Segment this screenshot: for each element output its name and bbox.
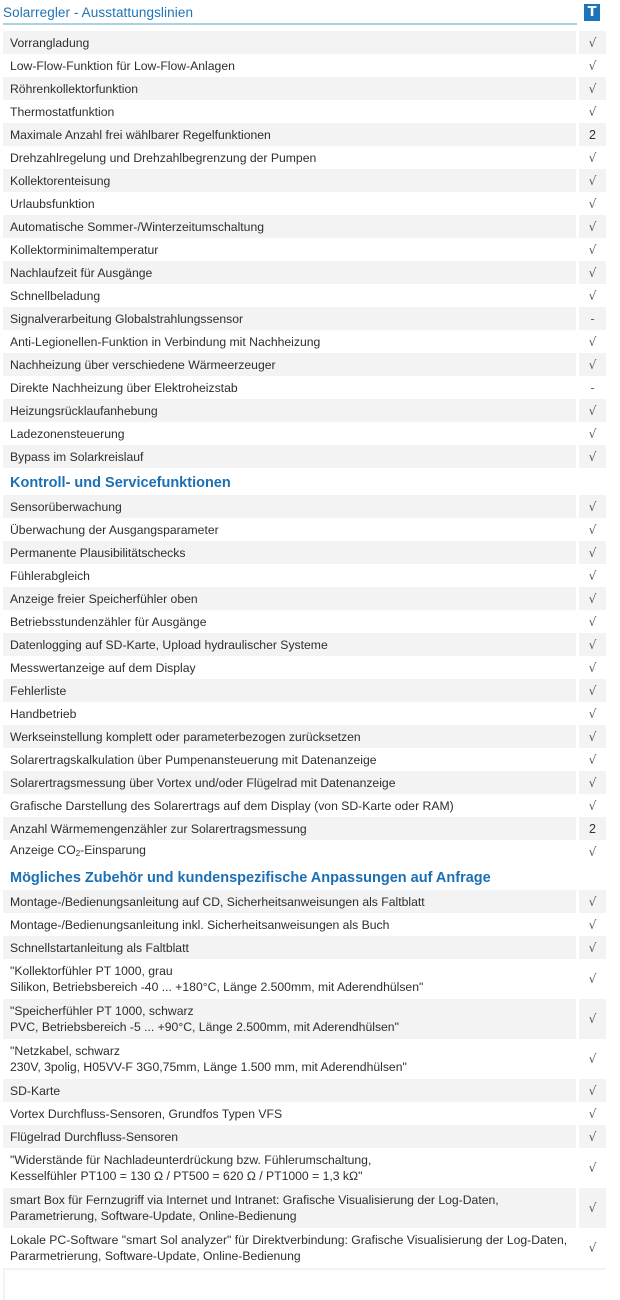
table-row	[3, 518, 606, 541]
row-label: Solarertragsmessung über Vortex und/oder Flügelrad mit Datenanzeige	[3, 771, 579, 794]
row-label: Röhrenkollektorfunktion	[3, 77, 579, 100]
row-value: -	[579, 307, 606, 330]
row-label: Permanente Plausibilitätschecks	[3, 541, 579, 564]
row-label-line2: 230V, 3polig, H05VV-F 3G0,75mm, Länge 1.500 mm, mit Aderendhülsen"	[10, 1060, 407, 1074]
row-label: Schnellstartanleitung als Faltblatt	[3, 936, 579, 959]
table-row	[3, 702, 606, 725]
row-value: √	[579, 1079, 606, 1102]
table-row	[3, 936, 606, 959]
row-value: √	[579, 100, 606, 123]
table-row	[3, 284, 606, 307]
row-value: √	[579, 330, 606, 353]
row-label: Vortex Durchfluss-Sensoren, Grundfos Typen VFS	[3, 1102, 579, 1125]
row-label: Ladezonensteuerung	[3, 422, 579, 445]
table-row	[3, 1188, 606, 1228]
table-row	[3, 192, 606, 215]
row-label: Urlaubsfunktion	[3, 192, 579, 215]
row-value: √	[579, 656, 606, 679]
section-heading: Mögliches Zubehör und kundenspezifische Anpassungen auf Anfrage	[3, 863, 606, 890]
row-label	[3, 959, 579, 999]
table-row	[3, 376, 606, 399]
table-row	[3, 725, 606, 748]
row-label: Anzahl Wärmemengenzähler zur Solarertragsmessung	[3, 817, 579, 840]
row-value: 2	[579, 817, 606, 840]
table-row	[3, 495, 606, 518]
table-row	[3, 1148, 606, 1188]
row-value: -	[579, 376, 606, 399]
row-label: Kollektorenteisung	[3, 169, 579, 192]
row-value: √	[579, 146, 606, 169]
table-row	[3, 541, 606, 564]
table-row	[3, 353, 606, 376]
row-value: √	[579, 771, 606, 794]
row-value: √	[579, 399, 606, 422]
row-label	[3, 840, 579, 863]
row-value: √	[579, 192, 606, 215]
empty-cell	[579, 1268, 606, 1300]
row-value: √	[579, 422, 606, 445]
row-label: Nachheizung über verschiedene Wärmeerzeuger	[3, 353, 579, 376]
table-row	[3, 261, 606, 284]
feature-table	[3, 31, 606, 1300]
row-value: √	[579, 890, 606, 913]
row-label	[3, 1228, 579, 1268]
row-label-line2: Silikon, Betriebsbereich -40 ... +180°C, Länge 2.500mm, mit Aderendhülsen"	[10, 980, 424, 994]
row-value: √	[579, 54, 606, 77]
row-label: SD-Karte	[3, 1079, 579, 1102]
row-label: Montage-/Bedienungsanleitung inkl. Sicherheitsanweisungen als Buch	[3, 913, 579, 936]
row-value: √	[579, 77, 606, 100]
table-row	[3, 238, 606, 261]
row-value: √	[579, 633, 606, 656]
row-value: √	[579, 353, 606, 376]
table-row	[3, 1079, 606, 1102]
row-value: √	[579, 1039, 606, 1079]
table-row	[3, 656, 606, 679]
table-row	[3, 422, 606, 445]
row-value: √	[579, 702, 606, 725]
row-value: 2	[579, 123, 606, 146]
table-row	[3, 399, 606, 422]
row-value: √	[579, 725, 606, 748]
table-row	[3, 840, 606, 863]
row-value: √	[579, 445, 606, 468]
table-row	[3, 1125, 606, 1148]
row-value: √	[579, 959, 606, 999]
table-row	[3, 959, 606, 999]
table-row	[3, 913, 606, 936]
row-label-line1: "Speicherfühler PT 1000, schwarz	[10, 1004, 194, 1018]
empty-row	[3, 1268, 606, 1300]
row-value: √	[579, 238, 606, 261]
table-row	[3, 771, 606, 794]
row-label	[3, 1039, 579, 1079]
row-label: Drehzahlregelung und Drehzahlbegrenzung der Pumpen	[3, 146, 579, 169]
row-value: √	[579, 495, 606, 518]
section-heading-row	[3, 863, 606, 890]
row-label-line2: Pararmetrierung, Software-Update, Online-Bedienung	[10, 1249, 301, 1263]
title-underline	[3, 23, 577, 25]
table-row	[3, 564, 606, 587]
row-label: Datenlogging auf SD-Karte, Upload hydraulischer Systeme	[3, 633, 579, 656]
table-row	[3, 1102, 606, 1125]
table-row	[3, 445, 606, 468]
table-row	[3, 169, 606, 192]
row-label: Messwertanzeige auf dem Display	[3, 656, 579, 679]
row-label: Kollektorminimaltemperatur	[3, 238, 579, 261]
row-label: Montage-/Bedienungsanleitung auf CD, Sicherheitsanweisungen als Faltblatt	[3, 890, 579, 913]
co2-subscript: 2	[75, 848, 81, 858]
row-label	[3, 1148, 579, 1188]
empty-cell	[3, 1268, 579, 1300]
row-value: √	[579, 794, 606, 817]
row-label: Vorrangladung	[3, 31, 579, 54]
row-label-line2: Parametrierung, Software-Update, Online-Bedienung	[10, 1209, 297, 1223]
row-label: Solarertragskalkulation über Pumpenansteuerung mit Datenanzeige	[3, 748, 579, 771]
table-row	[3, 633, 606, 656]
table-row	[3, 999, 606, 1039]
row-value: √	[579, 1148, 606, 1188]
table-row	[3, 610, 606, 633]
row-label: Anti-Legionellen-Funktion in Verbindung mit Nachheizung	[3, 330, 579, 353]
row-value: √	[579, 610, 606, 633]
table-row	[3, 54, 606, 77]
table-row	[3, 100, 606, 123]
row-value: √	[579, 31, 606, 54]
table-row	[3, 31, 606, 54]
row-label: Überwachung der Ausgangsparameter	[3, 518, 579, 541]
row-label-line1: smart Box für Fernzugriff via Internet und Intranet: Grafische Visualisierung der Log-Daten,	[10, 1193, 499, 1207]
row-label: Schnellbeladung	[3, 284, 579, 307]
row-label: Grafische Darstellung des Solarertrags auf dem Display (von SD-Karte oder RAM)	[3, 794, 579, 817]
row-label: Nachlaufzeit für Ausgänge	[3, 261, 579, 284]
section-heading-row	[3, 468, 606, 495]
row-label: Fehlerliste	[3, 679, 579, 702]
row-value: √	[579, 564, 606, 587]
table-row	[3, 587, 606, 610]
row-label: Low-Flow-Funktion für Low-Flow-Anlagen	[3, 54, 579, 77]
row-label	[3, 999, 579, 1039]
row-value: √	[579, 169, 606, 192]
row-label: Anzeige freier Speicherfühler oben	[3, 587, 579, 610]
row-label: Sensorüberwachung	[3, 495, 579, 518]
row-value: √	[579, 1102, 606, 1125]
table-row	[3, 748, 606, 771]
row-value: √	[579, 679, 606, 702]
row-label-line2: Kesselfühler PT100 = 130 Ω / PT500 = 620 Ω / PT1000 = 1,3 kΩ"	[10, 1169, 363, 1183]
title-bar	[0, 0, 620, 28]
table-row	[3, 890, 606, 913]
section-heading: Kontroll- und Servicefunktionen	[3, 468, 606, 495]
row-value: √	[579, 1188, 606, 1228]
row-value: √	[579, 913, 606, 936]
table-row	[3, 123, 606, 146]
row-value: √	[579, 261, 606, 284]
table-row	[3, 77, 606, 100]
row-value: √	[579, 215, 606, 238]
row-label: Signalverarbeitung Globalstrahlungssensor	[3, 307, 579, 330]
row-label: Thermostatfunktion	[3, 100, 579, 123]
table-row	[3, 1039, 606, 1079]
row-value: √	[579, 840, 606, 863]
row-value: √	[579, 936, 606, 959]
row-label	[3, 1188, 579, 1228]
row-value: √	[579, 587, 606, 610]
row-label: Werkseinstellung komplett oder parameterbezogen zurücksetzen	[3, 725, 579, 748]
row-label: Heizungsrücklaufanhebung	[3, 399, 579, 422]
text-format-icon[interactable]: T	[584, 4, 600, 21]
table-row	[3, 817, 606, 840]
co2-label-suffix: -Einsparung	[80, 842, 146, 857]
row-value: √	[579, 748, 606, 771]
row-value: √	[579, 999, 606, 1039]
row-label: Betriebsstundenzähler für Ausgänge	[3, 610, 579, 633]
table-row	[3, 1228, 606, 1268]
row-value: √	[579, 518, 606, 541]
row-label-line1: Lokale PC-Software "smart Sol analyzer" für Direktverbindung: Grafische Visualisierung der Log-Daten,	[10, 1233, 568, 1247]
table-row	[3, 794, 606, 817]
row-label: Fühlerabgleich	[3, 564, 579, 587]
row-value: √	[579, 541, 606, 564]
row-label: Automatische Sommer-/Winterzeitumschaltung	[3, 215, 579, 238]
row-label-line1: "Widerstände für Nachladeunterdrückung bzw. Fühlerumschaltung,	[10, 1153, 372, 1167]
row-label-line1: "Netzkabel, schwarz	[10, 1044, 120, 1058]
page-title: Solarregler - Ausstattungslinien	[3, 5, 194, 20]
table-row	[3, 146, 606, 169]
row-label-line2: PVC, Betriebsbereich -5 ... +90°C, Länge 2.500mm, mit Aderendhülsen"	[10, 1020, 399, 1034]
row-label-line1: "Kollektorfühler PT 1000, grau	[10, 964, 173, 978]
row-value: √	[579, 284, 606, 307]
co2-label-prefix: Anzeige CO	[10, 842, 76, 857]
table-row	[3, 215, 606, 238]
table-row	[3, 330, 606, 353]
table-row	[3, 679, 606, 702]
table-row	[3, 307, 606, 330]
row-label: Flügelrad Durchfluss-Sensoren	[3, 1125, 579, 1148]
row-label: Bypass im Solarkreislauf	[3, 445, 579, 468]
row-label: Direkte Nachheizung über Elektroheizstab	[3, 376, 579, 399]
row-label: Handbetrieb	[3, 702, 579, 725]
row-value: √	[579, 1125, 606, 1148]
row-value: √	[579, 1228, 606, 1268]
row-label: Maximale Anzahl frei wählbarer Regelfunktionen	[3, 123, 579, 146]
